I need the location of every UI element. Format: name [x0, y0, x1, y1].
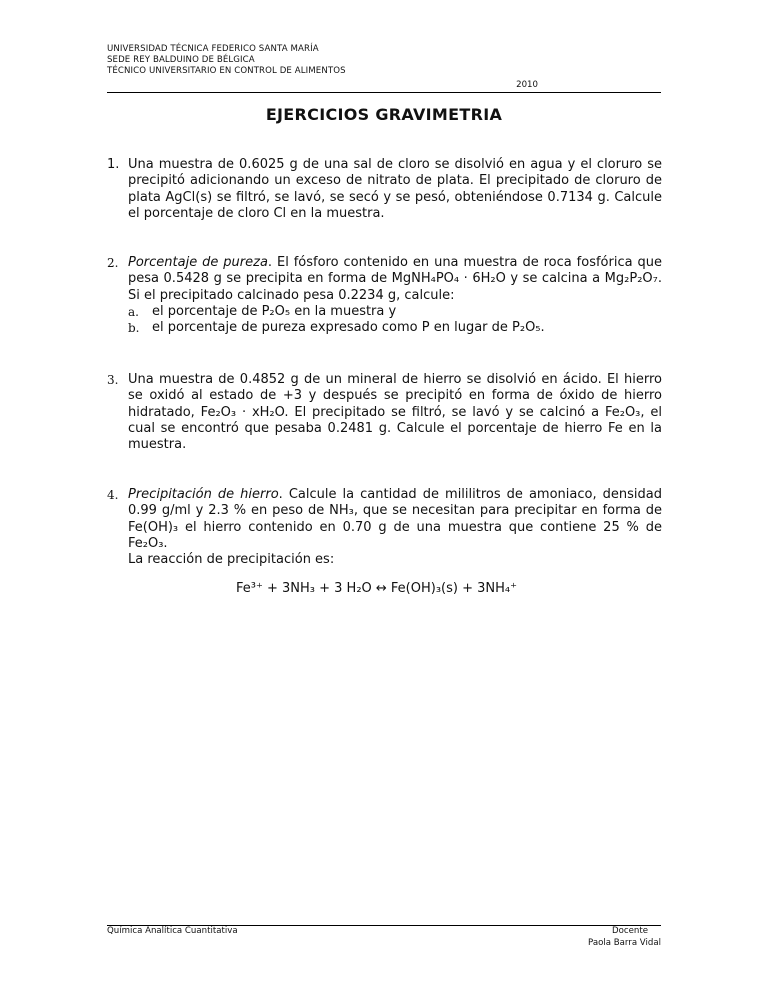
- footer-role: Docente: [612, 926, 648, 936]
- exercise-text: Una muestra de 0.6025 g de una sal de cloro se disolvió en agua y el cloruro se precipitó adicionando un exceso de nitrato de plata. El precipitado de cloruro de plata AgCl(s) se filtró, se lavó, se secó y se pesó, obteniéndose 0.7134 g. Calcule el porcentaje de cloro Cl en la muestra.: [128, 157, 662, 221]
- page-title: EJERCICIOS GRAVIMETRIA: [265, 105, 503, 124]
- header-program: TÉCNICO UNIVERSITARIO EN CONTROL DE ALIMENTOS: [107, 66, 346, 76]
- exercise-number: 3.: [107, 373, 119, 387]
- exercise-1: [107, 157, 662, 222]
- document-header: [107, 44, 661, 90]
- list-item-text: el porcentaje de P₂O₅ en la muestra y: [152, 303, 397, 319]
- exercise-number: 1.: [107, 157, 120, 172]
- exercise-title: Precipitación de hierro: [128, 487, 279, 502]
- list-item: [128, 320, 662, 336]
- exercise-title: Porcentaje de pureza: [128, 255, 268, 270]
- exercise-3: [107, 372, 662, 453]
- exercise-text: . El fósforo contenido en una muestra de roca fosfórica que pesa 0.5428 g se precipita en forma de MgNH₄PO₄ · 6H₂O y se calcina a Mg₂P₂O₇. Si el precipitado calcinado pesa 0.2234 g, calcule:: [128, 255, 662, 303]
- exercise-number: 4.: [107, 488, 119, 502]
- exercise-text: . Calcule la cantidad de mililitros de amoniaco, densidad 0.99 g/ml y 2.3 % en peso de NH₃, que se necesitan para precipitar en forma de Fe(OH)₃ el hierro contenido en 0.70 g de una muestra que contiene 25 % de Fe₂O₃.: [128, 487, 662, 551]
- exercise-paragraph: [128, 255, 662, 304]
- footer-teacher-name: Paola Barra Vidal: [588, 938, 661, 948]
- footer-course: Química Analítica Cuantitativa: [107, 926, 238, 936]
- exercise-number: 2.: [107, 256, 119, 270]
- header-year: 2010: [516, 80, 538, 90]
- header-divider: [107, 92, 661, 93]
- list-item-text: el porcentaje de pureza expresado como P en lugar de P₂O₅.: [152, 320, 545, 336]
- reaction-equation: Fe³⁺ + 3NH₃ + 3 H₂O ↔ Fe(OH)₃(s) + 3NH₄⁺: [236, 581, 517, 596]
- exercise-2: [107, 255, 662, 336]
- header-campus: SEDE REY BALDUINO DE BÉLGICA: [107, 55, 255, 65]
- exercise-paragraph: [128, 487, 662, 552]
- list-item-letter: a.: [128, 304, 139, 319]
- header-university: UNIVERSIDAD TÉCNICA FEDERICO SANTA MARÍA: [107, 44, 319, 54]
- exercise-text: Una muestra de 0.4852 g de un mineral de hierro se disolvió en ácido. El hierro se oxidó al estado de +3 y después se precipitó en forma de óxido de hierro hidratado, Fe₂O₃ · xH₂O. El precipitado se filtró, se lavó y se calcinó a Fe₂O₃, el cual se encontró que pesaba 0.2481 g. Calcule el porcentaje de hierro Fe en la muestra.: [128, 372, 662, 453]
- list-item: [128, 304, 662, 320]
- exercise-reaction-intro: La reacción de precipitación es:: [128, 552, 335, 568]
- exercise-4: [107, 487, 662, 568]
- list-item-letter: b.: [128, 321, 140, 336]
